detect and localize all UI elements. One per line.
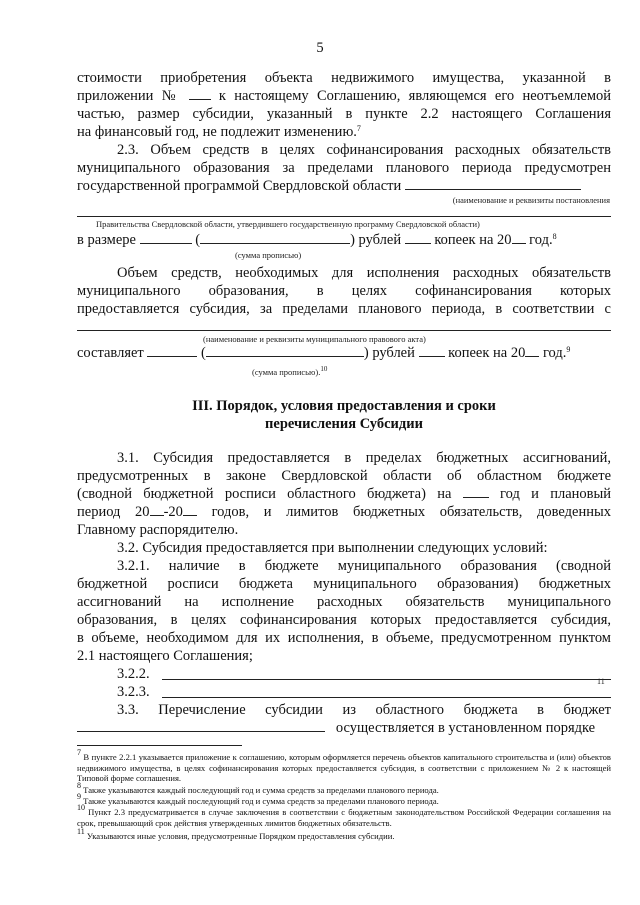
- text-line: 3.2.2.: [117, 666, 150, 682]
- page-number: 5: [316, 40, 324, 56]
- footnote: $^8$ Также указываются каждый последующий год и сумма средств за пределами планового периода.: [77, 781, 439, 795]
- footnote-ref: 11: [597, 677, 605, 686]
- caption: (сумма прописью): [235, 250, 302, 260]
- footnote: $^{11}$ Указываются иные условия, предусмотренные Порядком предоставления субсидии.: [77, 827, 395, 841]
- text-line: 2.3. Объем средств в целях софинансирования расходных обязательств: [117, 142, 611, 158]
- footnote: $^{10}$ Пункт 2.3 предусматривается в случае заключения в соответствии с бюджетным законодательством Российской Федерации соглашения на срок, превышающий срок действия утвержденных лимитов бюджетных обязательств.: [77, 803, 611, 828]
- text-line: (сводной бюджетной росписи областного бюджета) на год и плановый: [77, 486, 611, 502]
- text-line: период 20 -20 годов, и лимитов бюджетных обязательств, доведенных: [77, 504, 611, 520]
- text-line: 3.2.3.: [117, 684, 150, 700]
- text-line: 3.3. Перечисление субсидии из областного бюджета в бюджет: [117, 702, 611, 718]
- caption: (наименование и реквизиты муниципального правового акта): [203, 334, 426, 344]
- text-line: на финансовый год, не подлежит изменению.$^7$: [77, 124, 361, 140]
- text-line: осуществляется в установленном порядке: [77, 720, 611, 737]
- text-line: муниципального образования за пределами планового периода предусмотрен: [77, 160, 611, 176]
- text-line: приложении № к настоящему Соглашению, являющемся его неотъемлемой: [77, 88, 612, 104]
- text-line: в объеме, необходимом для их исполнения, в объеме, предусмотренном пунктом: [77, 630, 611, 646]
- text-line: образования, в целях софинансирования которых предоставляется субсидия,: [77, 612, 611, 628]
- fill-line: [162, 679, 611, 680]
- text-line: в размере ( ) рублей копеек на 20 год.$^8$: [77, 232, 557, 248]
- fill-line: [162, 697, 611, 698]
- text-line: ассигнований на исполнение расходных обязательств муниципального: [77, 594, 611, 610]
- text-line: государственной программой Свердловской области: [77, 178, 611, 195]
- text-line: предусмотренных в законе Свердловской области об областном бюджете: [77, 468, 611, 484]
- text-line: 3.2.1. наличие в бюджете муниципального образования (сводной: [117, 558, 611, 574]
- caption: Правительства Свердловской области, утвердившего государственную программу Свердловской области): [96, 219, 480, 229]
- text-line: составляет ( ) рублей копеек на 20 год.$^9$: [77, 345, 571, 361]
- footnote-ref: 7: [356, 124, 361, 133]
- section-title: III. Порядок, условия предоставления и сроки: [192, 398, 496, 414]
- caption: (сумма прописью).$^{10}$: [252, 365, 328, 377]
- text-line: 3.2. Субсидия предоставляется при выполнении следующих условий:: [117, 540, 548, 556]
- fill-line: [77, 330, 611, 331]
- footnote: $^7$ В пункте 2.2.1 указывается приложение к соглашению, которым оформляется перечень объектов капитального строительства и (или) объектов недвижимого имущества, в целях софинансирования которых предоставляется субсидия, в соответствии с приложением № 2 к настоящей Типовой форме соглашения.: [77, 748, 611, 784]
- section-title: перечисления Субсидии: [265, 416, 423, 432]
- text-line: Главному распорядителю.: [77, 522, 239, 538]
- text-line: стоимости приобретения объекта недвижимого имущества, указанной в: [77, 70, 611, 86]
- caption: (наименование и реквизиты постановления: [452, 195, 610, 205]
- footnote: $^9$ Также указываются каждый последующий год и сумма средств за пределами планового периода.: [77, 792, 439, 806]
- text-line: 3.1. Субсидия предоставляется в пределах бюджетных ассигнований,: [117, 450, 611, 466]
- text-line: частью, размер субсидии, указанный в пункте 2.2 настоящего Соглашения: [77, 106, 611, 122]
- text-line: 2.1 настоящего Соглашения;: [77, 648, 253, 664]
- footnote-divider: [77, 745, 242, 746]
- text-line: предоставляется субсидия, за пределами планового периода, в соответствии с: [77, 301, 611, 317]
- fill-line: [77, 216, 611, 217]
- text-line: муниципального образования, в целях софинансирования которых: [77, 283, 611, 299]
- text-line: бюджетной росписи бюджета муниципального образования) бюджетных: [77, 576, 611, 592]
- text-line: Объем средств, необходимых для исполнения расходных обязательств: [117, 265, 611, 281]
